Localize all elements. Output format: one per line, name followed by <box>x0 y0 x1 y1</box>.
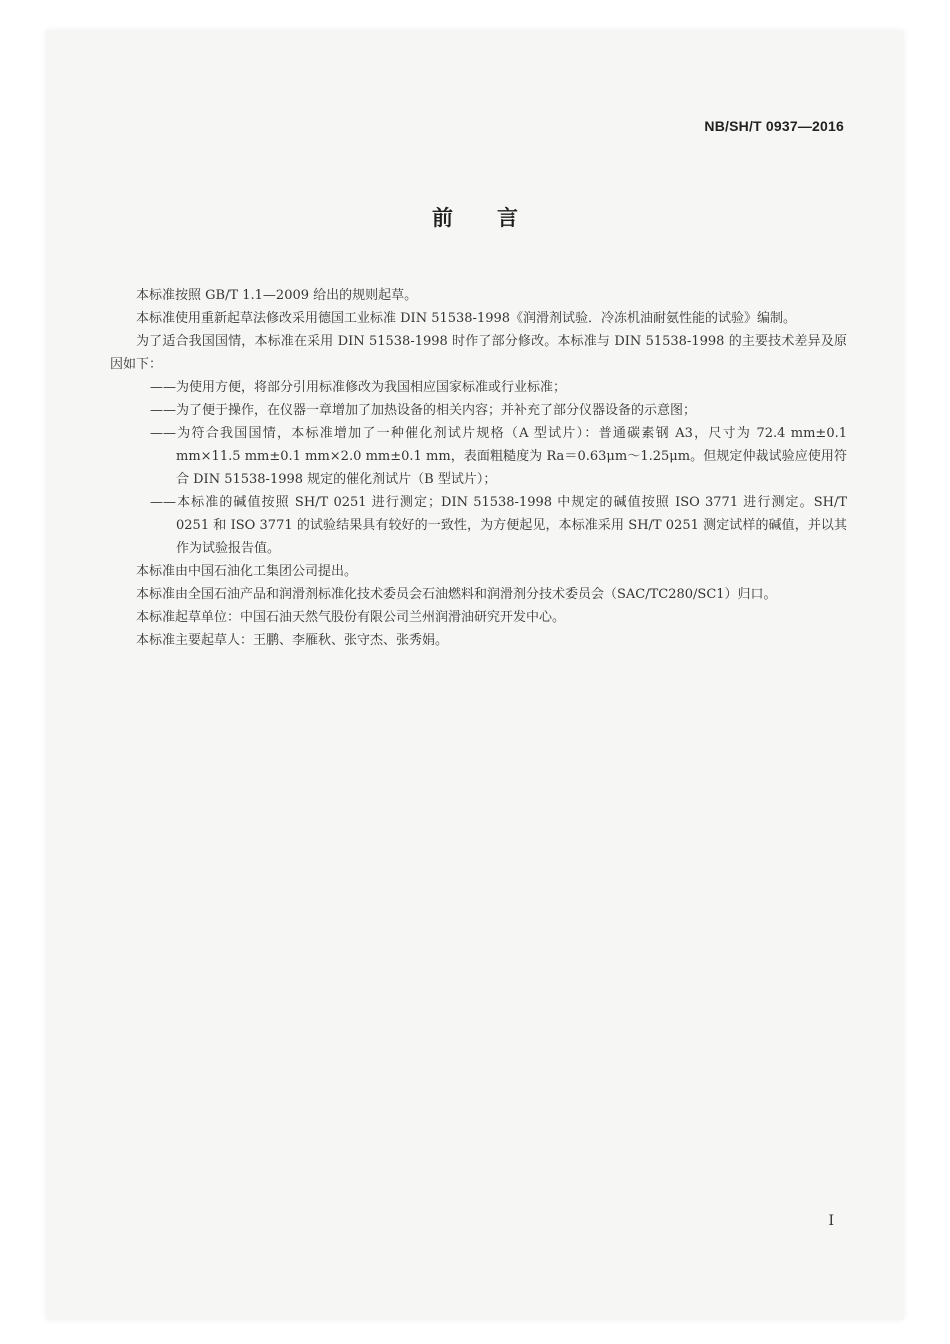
difference-item-catalyst-specimen: ——为符合我国国情，本标准增加了一种催化剂试片规格（A 型试片）：普通碳素钢 A3，尺寸为 72.4 mm±0.1 mm×11.5 mm±0.1 mm×2.0 mm±0.1 mm，表面粗糙度为 Ra＝0.63μm～1.25μm。但规定仲裁试验应使用符合 DIN 51538-1998 规定的催化剂试片（B 型试片）； <box>150 426 847 487</box>
difference-item-base-number: ——本标准的碱值按照 SH/T 0251 进行测定；DIN 51538-1998 中规定的碱值按照 ISO 3771 进行测定。SH/T 0251 和 ISO 3771 的试验结果具有较好的一致性，为方便起见，本标准采用 SH/T 0251 测定试样的碱值，并以其作为试验报告值。 <box>150 495 847 556</box>
page-number: I <box>828 1213 834 1229</box>
paragraph-drafters: 本标准主要起草人：王鹏、李雁秋、张守杰、张秀娟。 <box>136 633 449 648</box>
standard-number: NB/SH/T 0937—2016 <box>704 118 844 134</box>
paragraph-drafting-rules: 本标准按照 GB/T 1.1—2009 给出的规则起草。 <box>136 288 418 303</box>
difference-item-apparatus: ——为了便于操作，在仪器一章增加了加热设备的相关内容；并补充了部分仪器设备的示意图； <box>150 403 697 418</box>
paragraph-proposer: 本标准由中国石油化工集团公司提出。 <box>136 564 358 579</box>
difference-item-references: ——为使用方便，将部分引用标准修改为我国相应国家标准或行业标准； <box>150 380 567 395</box>
paragraph-drafting-unit: 本标准起草单位：中国石油天然气股份有限公司兰州润滑油研究开发中心。 <box>136 610 566 625</box>
page-title: 前言 <box>432 206 562 230</box>
paragraph-adoption-method: 本标准使用重新起草法修改采用德国工业标准 DIN 51538-1998《润滑剂试验．冷冻机油耐氨性能的试验》编制。 <box>136 311 797 326</box>
paragraph-committee: 本标准由全国石油产品和润滑剂标准化技术委员会石油燃料和润滑剂分技术委员会（SAC/TC280/SC1）归口。 <box>136 587 777 602</box>
foreword-body <box>110 284 847 652</box>
paragraph-technical-differences: 为了适合我国国情，本标准在采用 DIN 51538-1998 时作了部分修改。本标准与 DIN 51538-1998 的主要技术差异及原因如下： <box>110 334 847 372</box>
